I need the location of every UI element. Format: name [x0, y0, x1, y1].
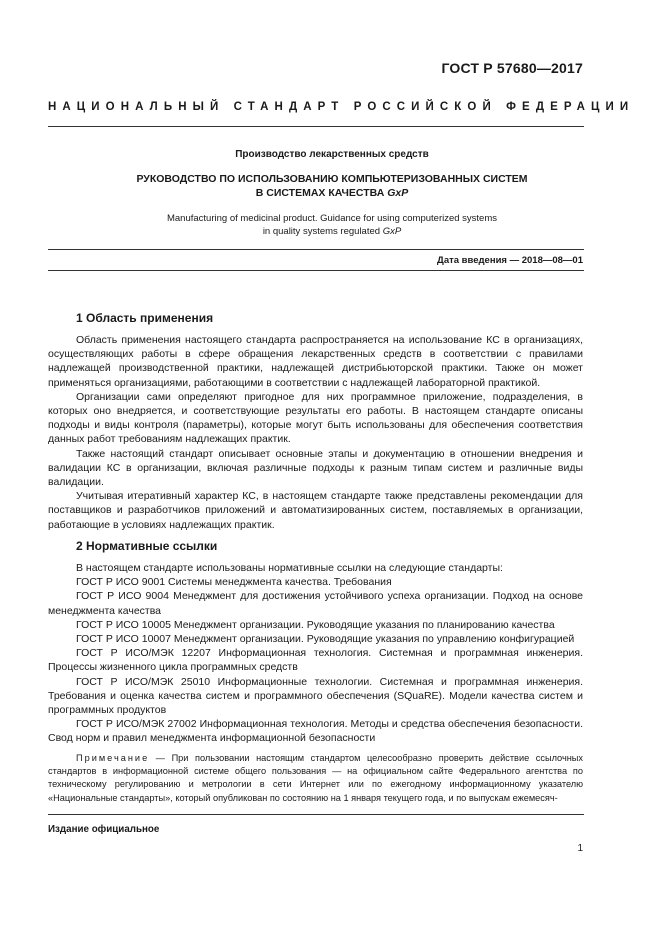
document-subtitle: Производство лекарственных средств — [235, 149, 429, 160]
title-line-2-text: В СИСТЕМАХ КАЧЕСТВА — [255, 187, 388, 199]
national-standard-banner: НАЦИОНАЛЬНЫЙ СТАНДАРТ РОССИЙСКОЙ ФЕДЕРАЦИИ — [48, 101, 635, 113]
document-title — [48, 172, 616, 200]
english-title — [48, 212, 616, 238]
introduction-date: Дата введения — 2018—08—01 — [437, 255, 583, 266]
page-number: 1 — [577, 843, 583, 854]
normative-reference: ГОСТ Р ИСО/МЭК 12207 Информационная технология. Системная и программная инженерия. Процессы жизненного цикла программных средств — [48, 647, 583, 674]
normative-reference: ГОСТ Р ИСО/МЭК 27002 Информационная технология. Методы и средства обеспечения безопасности. Свод норм и правил менеджмента информационной безопасности — [48, 718, 583, 745]
date-divider — [48, 270, 584, 271]
standard-number: ГОСТ Р 57680—2017 — [441, 60, 583, 76]
section-1-paragraph: Также настоящий стандарт описывает основные этапы и документацию в отношении внедрения и валидации КС в организации, включая различные подходы к разным типам систем и различные виды валидации. — [48, 447, 583, 489]
footer-divider — [48, 814, 584, 815]
normative-reference: ГОСТ Р ИСО 10005 Менеджмент организации. Руководящие указания по планированию качества — [76, 618, 555, 631]
english-title-line-2-text: in quality systems regulated — [262, 226, 383, 237]
normative-reference: ГОСТ Р ИСО 9004 Менеджмент для достижения устойчивого успеха организации. Подход на основе менеджмента качества — [48, 590, 583, 617]
english-title-line-2-gxp: GxP — [382, 226, 402, 237]
section-1-paragraph: Учитывая итеративный характер КС, в настоящем стандарте также представлены рекомендации для поставщиков и разработчиков приложений и автоматизированных систем, поставляемых в организации, работающие в условиях надлежащих практик. — [48, 490, 583, 531]
title-line-2-gxp: GxP — [387, 187, 409, 199]
note-label: Примечание — [76, 753, 150, 763]
title-line-2 — [48, 186, 616, 200]
section-1-body — [48, 333, 583, 532]
section-2-heading: 2 Нормативные ссылки — [76, 539, 218, 553]
section-1-paragraph: Организации сами определяют пригодное для них программное приложение, подразделения, в которых оно внедряется, и соответствующие результаты его работы. В настоящем стандарте описаны подходы и виды контроля (параметры), которые могут быть использованы для обеспечения соответствия данных работ требованиям надлежащих практик. — [48, 390, 583, 446]
normative-reference: ГОСТ Р ИСО 9001 Системы менеджмента качества. Требования — [76, 576, 392, 589]
reference-note — [48, 752, 583, 805]
official-edition-label: Издание официальное — [48, 824, 160, 835]
header-divider — [48, 126, 584, 127]
section-2-body — [48, 561, 583, 746]
english-title-line-1: Manufacturing of medicinal product. Guidance for using computerized systems — [166, 213, 498, 224]
normative-reference: ГОСТ Р ИСО 10007 Менеджмент организации. Руководящие указания по управлению конфигурацией — [76, 633, 575, 646]
note-paragraph — [48, 752, 583, 805]
title-line-1: РУКОВОДСТВО ПО ИСПОЛЬЗОВАНИЮ КОМПЬЮТЕРИЗОВАННЫХ СИСТЕМ — [136, 173, 528, 185]
section-1-heading: 1 Область применения — [76, 311, 214, 325]
section-1-paragraph: Область применения настоящего стандарта распространяется на использование КС в организациях, осуществляющих работы в сфере обращения лекарственных средств в соответствии с правилами надлежащей производственной практики, надлежащей дистрибьюторской практики. Также он может применяться организациями, работающими в соответствии с надлежащей лабораторной практикой. — [48, 334, 583, 389]
normative-reference: ГОСТ Р ИСО/МЭК 25010 Информационные технологии. Системная и программная инженерия. Требования и оценка качества систем и программного обеспечения (SQuaRE). Модели качества систем и программных продуктов — [48, 675, 583, 717]
section-2-paragraph: В настоящем стандарте использованы нормативные ссылки на следующие стандарты: — [76, 562, 503, 574]
english-title-line-2 — [48, 225, 616, 238]
note-text: — При пользовании настоящим стандартом целесообразно проверить действие ссылочных стандартов в информационной системе общего пользования — на официальном сайте Федерального агентства по техническому регулированию и метрологии в сети Интернет или по ежегодному информационному указателю «Национальные стандарты», который опубликован по состоянию на 1 января текущего года, и по выпускам ежемесяч- — [48, 753, 583, 803]
title-divider — [48, 249, 584, 250]
